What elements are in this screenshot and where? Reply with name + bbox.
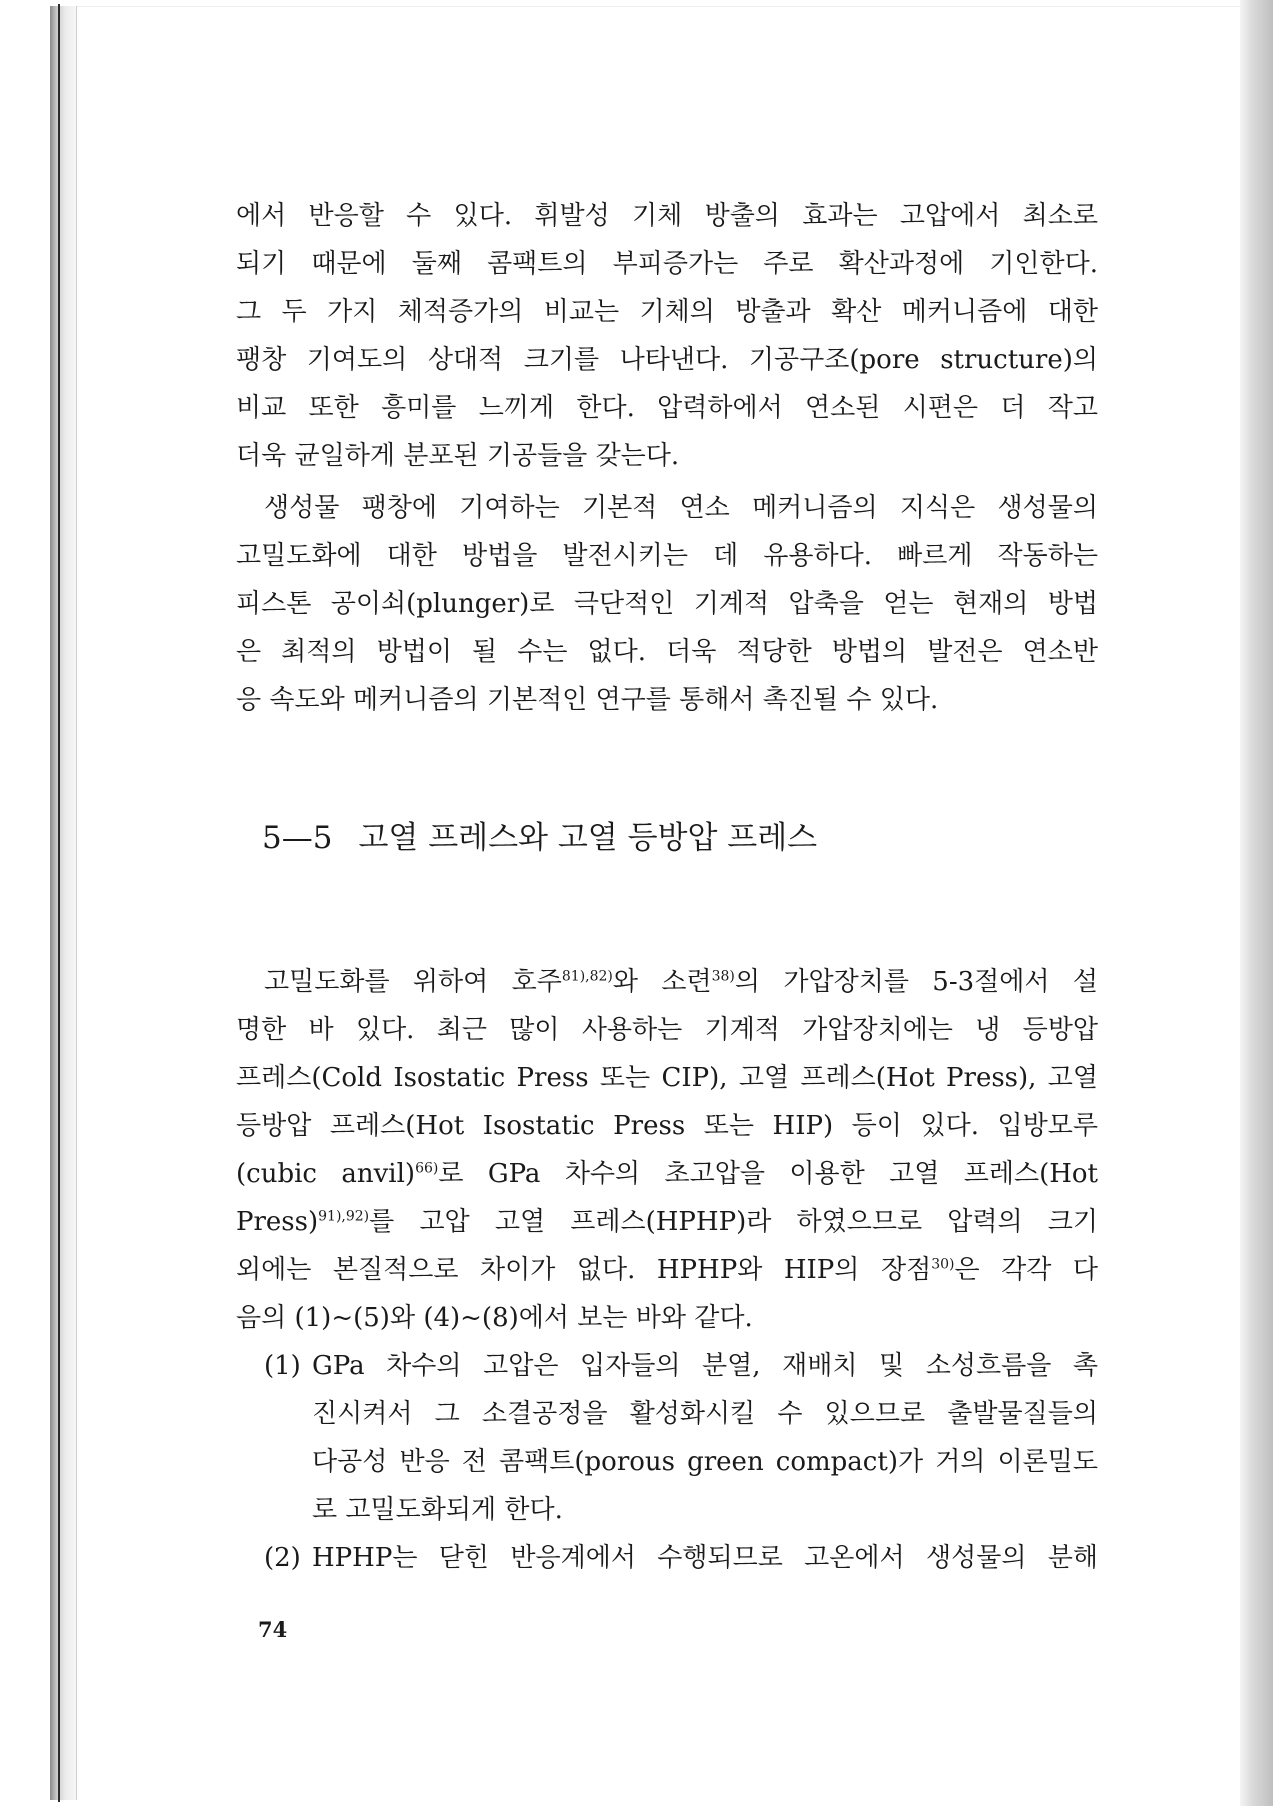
- text-line: [236, 1246, 1098, 1294]
- text-run: 로 GPa 차수의 초고압을 이용한 고열 프레스(Hot: [438, 1159, 1098, 1189]
- text-line: HPHP는 닫힌 반응계에서 수행되므로 고온에서 생성물의 분해: [312, 1543, 1098, 1573]
- text-line: 로 고밀도화되게 한다.: [312, 1495, 563, 1525]
- text-run: 와 소련: [612, 967, 712, 997]
- citation-superscript: 66): [415, 1160, 439, 1177]
- list-item-label: (1): [264, 1351, 301, 1381]
- text-run: 은 각각 다: [954, 1255, 1098, 1285]
- text-run: (cubic anvil): [236, 1159, 416, 1189]
- text-line: 다공성 반응 전 콤팩트(porous green compact)가 거의 이론밀도: [312, 1447, 1098, 1477]
- citation-superscript: 30): [931, 1256, 955, 1273]
- text-line: 음의 (1)~(5)와 (4)~(8)에서 보는 바와 같다.: [236, 1303, 753, 1333]
- text-run: Press): [236, 1207, 319, 1237]
- text-line: 에서 반응할 수 있다. 휘발성 기체 방출의 효과는 고압에서 최소로: [236, 201, 1098, 231]
- text-run: 외에는 본질적으로 차이가 없다. HPHP와 HIP의 장점: [236, 1255, 932, 1285]
- text-line: [236, 1150, 1098, 1198]
- page-edge-shadow: [1240, 0, 1273, 1806]
- list-item-1: [236, 1342, 1098, 1534]
- citation-superscript: 38): [711, 968, 735, 985]
- text-line: 되기 때문에 둘째 콤팩트의 부피증가는 주로 확산과정에 기인한다.: [236, 249, 1098, 279]
- section-body-text: [236, 958, 1098, 1582]
- text-line: 등방압 프레스(Hot Isostatic Press 또는 HIP) 등이 있다. 입방모루: [236, 1111, 1098, 1141]
- text-line: [236, 1198, 1098, 1246]
- text-line: 그 두 가지 체적증가의 비교는 기체의 방출과 확산 메커니즘에 대한: [236, 297, 1098, 327]
- text-line: 명한 바 있다. 최근 많이 사용하는 기계적 가압장치에는 냉 등방압: [236, 1015, 1098, 1045]
- book-spine-shadow: [50, 6, 76, 1800]
- text-line: 은 최적의 방법이 될 수는 없다. 더욱 적당한 방법의 발전은 연소반: [236, 637, 1098, 667]
- text-line: 응 속도와 메커니즘의 기본적인 연구를 통해서 촉진될 수 있다.: [236, 685, 939, 715]
- list-item-2: [236, 1534, 1098, 1582]
- citation-superscript: 81),82): [561, 968, 613, 985]
- text-line: 더욱 균일하게 분포된 기공들을 갖는다.: [236, 441, 680, 471]
- page-number: 74: [258, 1617, 288, 1642]
- list-item-label: (2): [264, 1543, 301, 1573]
- text-line: 생성물 팽창에 기여하는 기본적 연소 메커니즘의 지식은 생성물의: [264, 493, 1098, 523]
- section-paragraph-1: [236, 958, 1098, 1342]
- section-title: 고열 프레스와 고열 등방압 프레스: [358, 820, 818, 856]
- text-line: 팽창 기여도의 상대적 크기를 나타낸다. 기공구조(pore structure)의: [236, 345, 1098, 375]
- text-run: 를 고압 고열 프레스(HPHP)라 하였으므로 압력의 크기: [369, 1207, 1098, 1237]
- citation-superscript: 91),92): [318, 1208, 370, 1225]
- text-line: GPa 차수의 고압은 입자들의 분열, 재배치 및 소성흐름을 촉: [312, 1351, 1098, 1381]
- text-line: 피스톤 공이쇠(plunger)로 극단적인 기계적 압축을 얻는 현재의 방법: [236, 589, 1098, 619]
- text-line: 비교 또한 흥미를 느끼게 한다. 압력하에서 연소된 시편은 더 작고: [236, 393, 1098, 423]
- paragraph-2: [236, 484, 1098, 724]
- text-line: 고밀도화에 대한 방법을 발전시키는 데 유용하다. 빠르게 작동하는: [236, 541, 1098, 571]
- top-body-text: [236, 192, 1098, 724]
- section-number: 5—5: [262, 820, 333, 856]
- text-run: 고밀도화를 위하여 호주: [264, 967, 562, 997]
- section-heading: [262, 812, 817, 857]
- text-line: 진시켜서 그 소결공정을 활성화시킬 수 있으므로 출발물질들의: [312, 1399, 1098, 1429]
- book-spine-edge: [58, 4, 60, 1802]
- text-line: 프레스(Cold Isostatic Press 또는 CIP), 고열 프레스(Hot Press), 고열: [236, 1063, 1098, 1093]
- text-run: 의 가압장치를 5-3절에서 설: [734, 967, 1098, 997]
- paragraph-1: [236, 192, 1098, 480]
- text-line: [236, 958, 1098, 1006]
